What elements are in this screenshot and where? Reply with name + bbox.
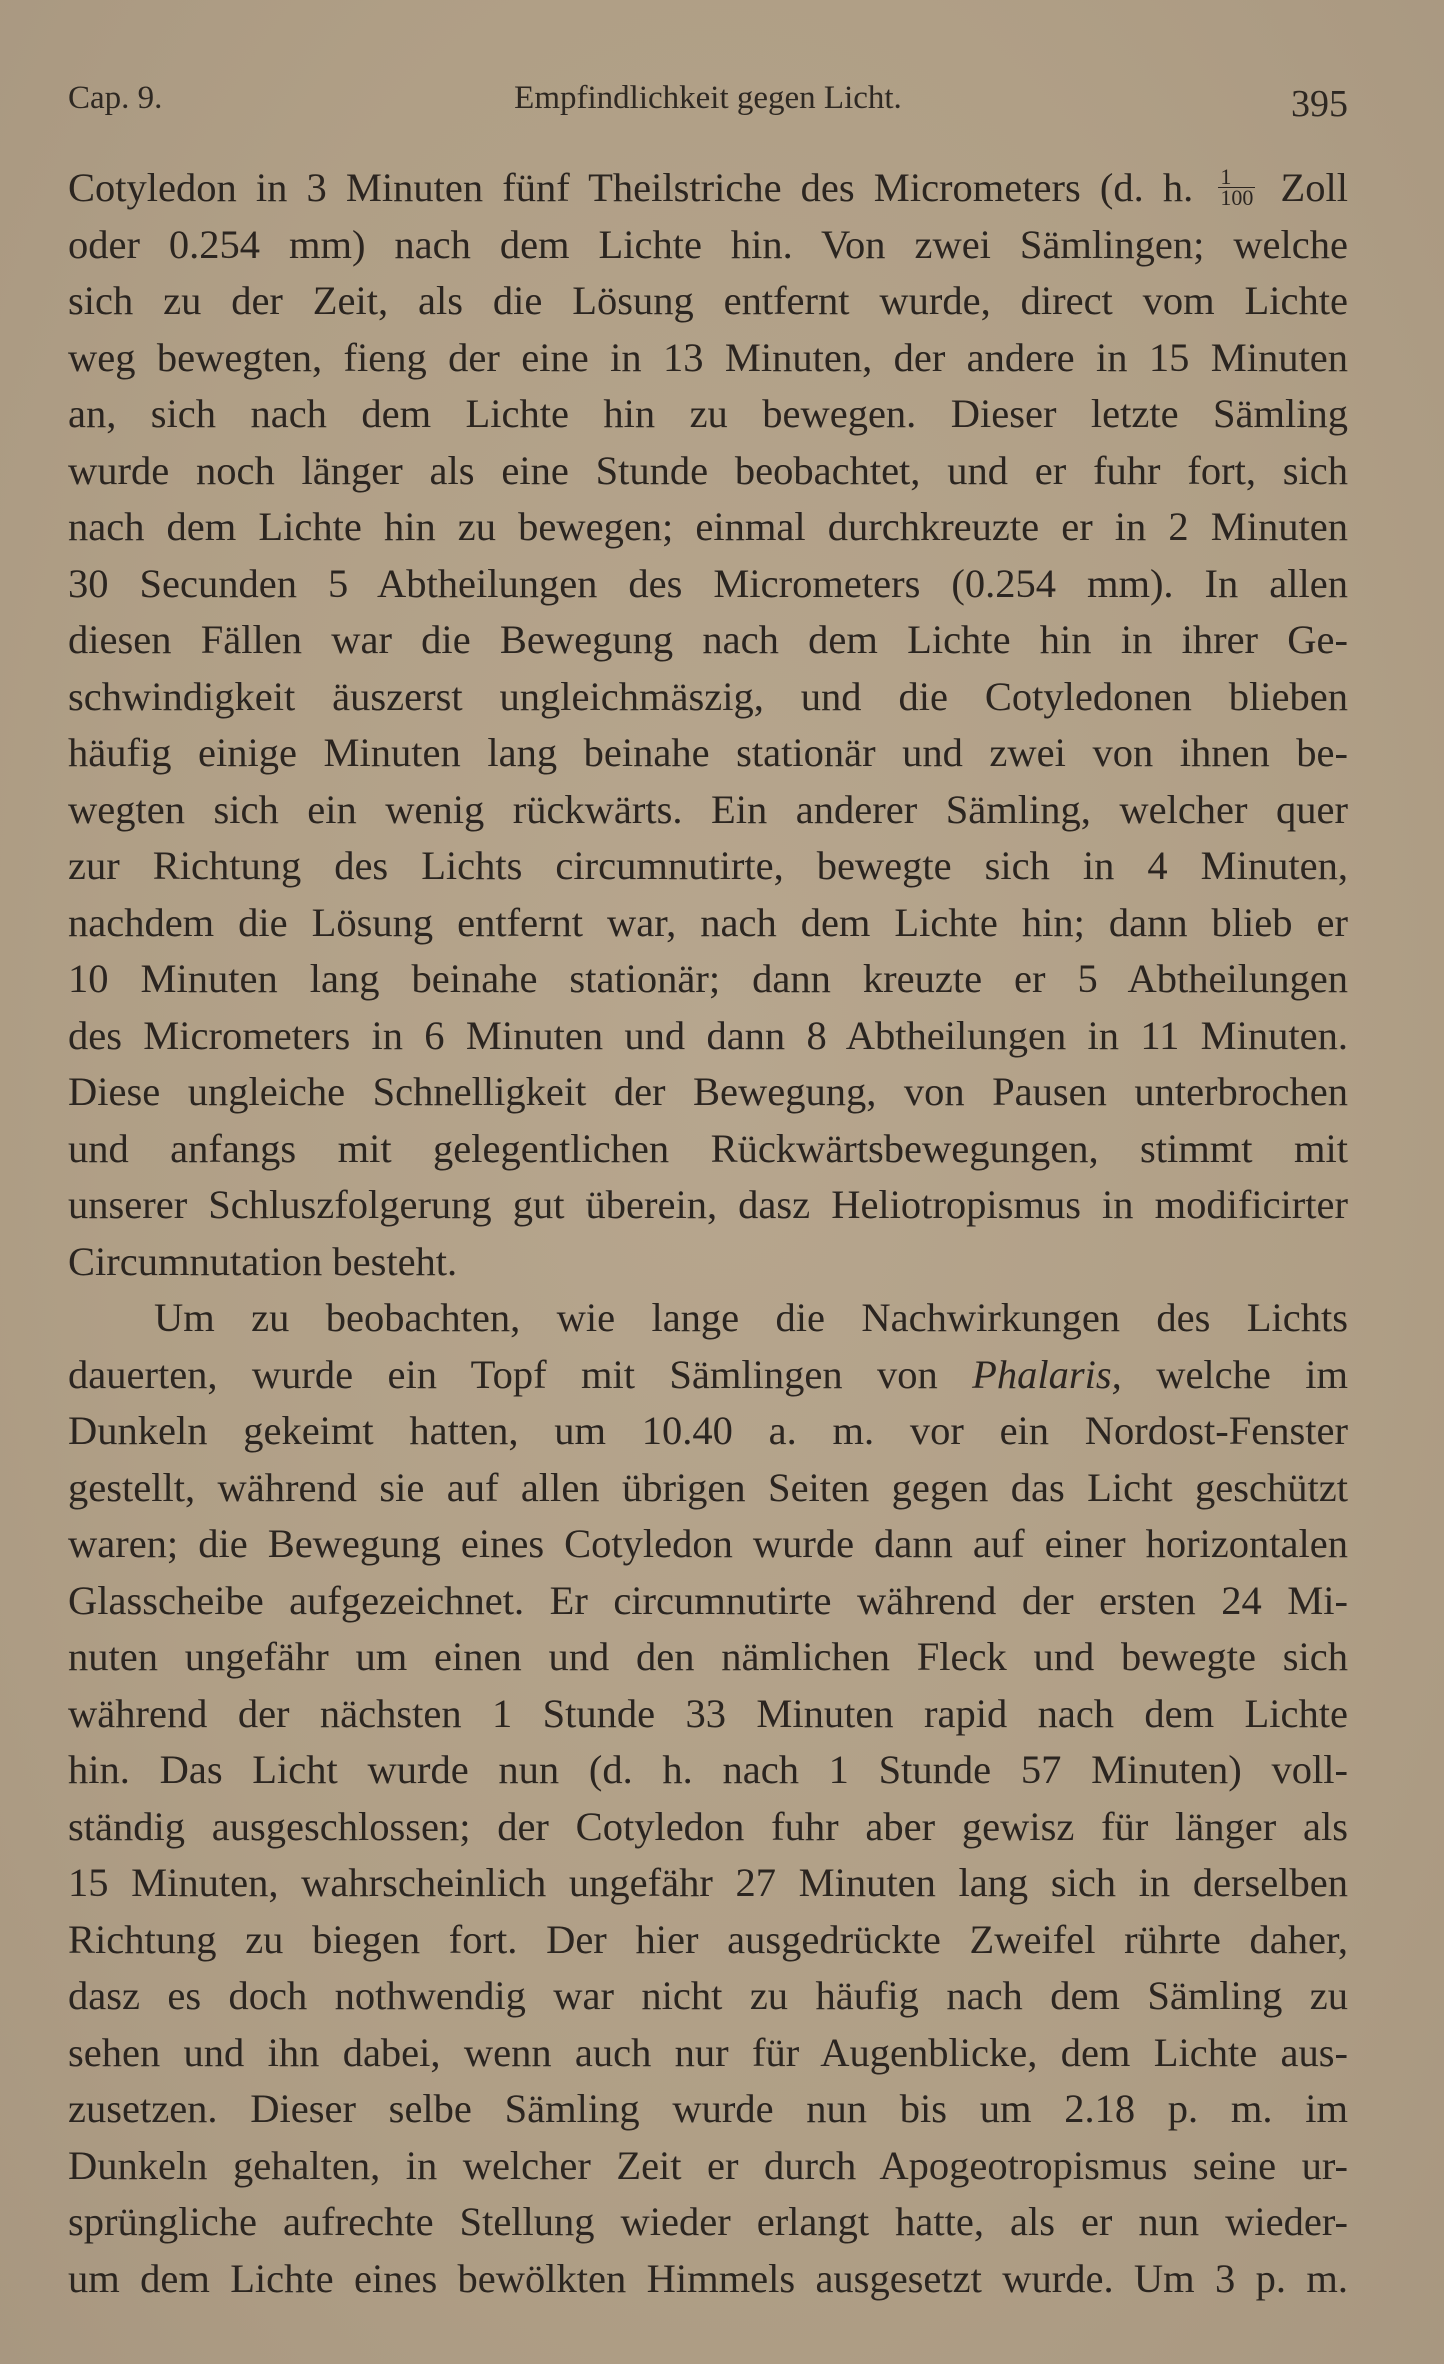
text-line: wurde noch länger als eine Stunde beobachtet, und er fuhr fort, sich xyxy=(68,447,1348,493)
species-name: Phalaris, xyxy=(972,1351,1122,1397)
chapter-label: Cap. 9. xyxy=(68,80,163,116)
text-line: 10 Minuten lang beinahe stationär; dann kreuzte er 5 Abtheilungen xyxy=(68,956,1348,1001)
text-line: schwindigkeit äuszerst ungleichmäszig, und die Cotyledonen blieben xyxy=(68,673,1348,719)
text-line: Um zu beobachten, wie lange die Nachwirkungen des Lichts xyxy=(154,1295,1348,1340)
text-line: Glasscheibe aufgezeichnet. Er circumnutirte während der ersten 24 Mi- xyxy=(68,1577,1348,1623)
text-line: Dunkeln gehalten, in welcher Zeit er durch Apogeotropismus seine ur- xyxy=(68,2142,1348,2188)
text-line: wegten sich ein wenig rückwärts. Ein anderer Sämling, welcher quer xyxy=(68,786,1348,832)
text-line: Circumnutation besteht. xyxy=(68,1238,458,1284)
text-line: häufig einige Minuten lang beinahe stationär und zwei von ihnen be- xyxy=(68,730,1348,775)
text-line: um dem Lichte eines bewölkten Himmels ausgesetzt wurde. Um 3 p. m. xyxy=(68,2255,1348,2301)
text-line: waren; die Bewegung eines Cotyledon wurde dann auf einer horizontalen xyxy=(68,1521,1348,1566)
text-line: nuten ungefähr um einen und den nämlichen Fleck und bewegte sich xyxy=(68,1634,1348,1679)
text-line: gestellt, während sie auf allen übrigen Seiten gegen das Licht geschützt xyxy=(68,1464,1348,1510)
text-line: und anfangs mit gelegentlichen Rückwärtsbewegungen, stimmt mit xyxy=(68,1125,1348,1171)
text-line: an, sich nach dem Lichte hin zu bewegen. Dieser letzte Sämling xyxy=(68,391,1348,436)
text-line: oder 0.254 mm) nach dem Lichte hin. Von zwei Sämlingen; welche xyxy=(68,221,1348,267)
text-line: Cotyledon in 3 Minuten fünf Theilstriche des Micrometers (d. h. $\frac{1}{100}$ Zoll xyxy=(68,164,1349,211)
text-line: 30 Secunden 5 Abtheilungen des Micrometers (0.254 mm). In allen xyxy=(68,560,1348,606)
text-line: ständig ausgeschlossen; der Cotyledon fuhr aber gewisz für länger als xyxy=(68,1803,1348,1849)
text-line: nach dem Lichte hin zu bewegen; einmal durchkreuzte er in 2 Minuten xyxy=(68,504,1348,549)
fraction: $\frac{1}{100}$ xyxy=(1220,164,1254,211)
text-line: zusetzen. Dieser selbe Sämling wurde nun bis um 2.18 p. m. im xyxy=(68,2086,1348,2131)
text-line: hin. Das Licht wurde nun (d. h. nach 1 Stunde 57 Minuten) voll- xyxy=(68,1747,1348,1792)
running-title: Empfindlichkeit gegen Licht. xyxy=(514,80,902,116)
text-line: dasz es doch nothwendig war nicht zu häufig nach dem Sämling zu xyxy=(68,1973,1348,2018)
text-line: sehen und ihn dabei, wenn auch nur für Augenblicke, dem Lichte aus- xyxy=(68,2029,1348,2075)
text-line: Richtung zu biegen fort. Der hier ausgedrückte Zweifel rührte daher, xyxy=(68,1916,1348,1962)
text-line: des Micrometers in 6 Minuten und dann 8 Abtheilungen in 11 Minuten. xyxy=(68,1012,1348,1058)
body-text xyxy=(68,160,1348,2307)
text-line: Diese ungleiche Schnelligkeit der Bewegung, von Pausen unterbrochen xyxy=(68,1069,1348,1114)
text-line: während der nächsten 1 Stunde 33 Minuten rapid nach dem Lichte xyxy=(68,1690,1348,1736)
text-line: 15 Minuten, wahrscheinlich ungefähr 27 Minuten lang sich in derselben xyxy=(68,1860,1348,1905)
text-line: weg bewegten, fieng der eine in 13 Minuten, der andere in 15 Minuten xyxy=(68,334,1348,380)
text-line: nachdem die Lösung entfernt war, nach dem Lichte hin; dann blieb er xyxy=(68,899,1348,945)
running-header xyxy=(68,80,1348,130)
text-line: sprüngliche aufrechte Stellung wieder erlangt hatte, als er nun wieder- xyxy=(68,2199,1348,2244)
text-line: unserer Schluszfolgerung gut überein, dasz Heliotropismus in modificirter xyxy=(68,1182,1348,1227)
paragraph-1-lines xyxy=(68,217,1348,1234)
text-line: diesen Fällen war die Bewegung nach dem Lichte hin in ihrer Ge- xyxy=(68,617,1348,662)
text-line: Dunkeln gekeimt hatten, um 10.40 a. m. vor ein Nordost-Fenster xyxy=(68,1408,1348,1453)
text-line: dauerten, wurde ein Topf mit Sämlingen von Phalaris, welche im xyxy=(68,1351,1349,1397)
text-line: sich zu der Zeit, als die Lösung entfernt wurde, direct vom Lichte xyxy=(68,278,1348,323)
text-line: zur Richtung des Lichts circumnutirte, bewegte sich in 4 Minuten, xyxy=(68,843,1348,888)
paragraph-2-lines xyxy=(68,1403,1348,2307)
page-number: 395 xyxy=(1291,83,1348,125)
